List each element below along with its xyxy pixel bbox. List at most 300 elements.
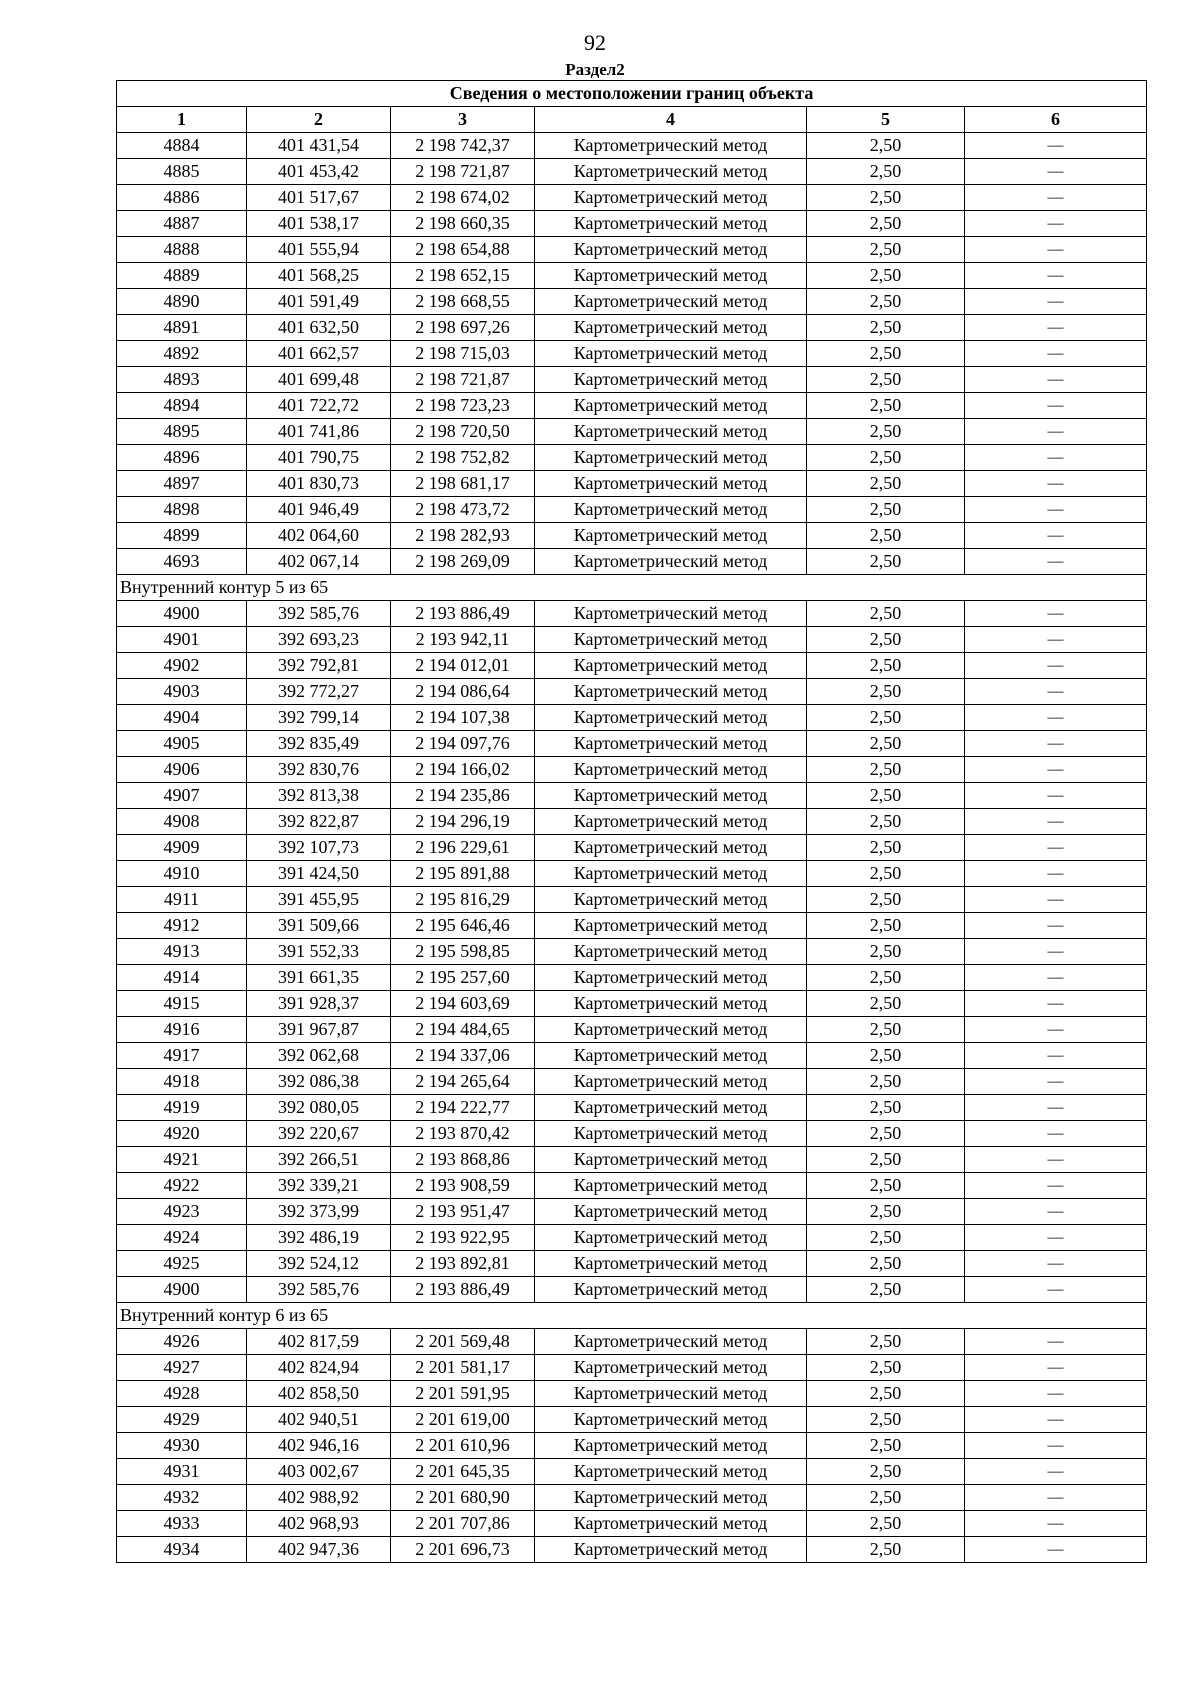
accuracy-cell: 2,50	[807, 289, 965, 315]
accuracy-cell: 2,50	[807, 1147, 965, 1173]
point-number-cell: 4889	[117, 263, 247, 289]
method-cell: Картометрический метод	[535, 549, 807, 575]
accuracy-cell: 2,50	[807, 1329, 965, 1355]
x-coordinate-cell: 402 067,14	[247, 549, 391, 575]
point-number-cell: 4890	[117, 289, 247, 315]
point-number-cell: 4921	[117, 1147, 247, 1173]
description-cell: —	[965, 367, 1147, 393]
table-row	[117, 1459, 1147, 1485]
table-row	[117, 185, 1147, 211]
accuracy-cell: 2,50	[807, 497, 965, 523]
column-header: 5	[807, 107, 965, 133]
accuracy-cell: 2,50	[807, 757, 965, 783]
table-row	[117, 1329, 1147, 1355]
x-coordinate-cell: 401 699,48	[247, 367, 391, 393]
column-header: 1	[117, 107, 247, 133]
y-coordinate-cell: 2 194 296,19	[391, 809, 535, 835]
point-number-cell: 4897	[117, 471, 247, 497]
x-coordinate-cell: 403 002,67	[247, 1459, 391, 1485]
method-cell: Картометрический метод	[535, 887, 807, 913]
y-coordinate-cell: 2 198 721,87	[391, 159, 535, 185]
accuracy-cell: 2,50	[807, 263, 965, 289]
accuracy-cell: 2,50	[807, 1121, 965, 1147]
accuracy-cell: 2,50	[807, 133, 965, 159]
x-coordinate-cell: 391 661,35	[247, 965, 391, 991]
accuracy-cell: 2,50	[807, 861, 965, 887]
point-number-cell: 4886	[117, 185, 247, 211]
method-cell: Картометрический метод	[535, 1069, 807, 1095]
accuracy-cell: 2,50	[807, 1017, 965, 1043]
x-coordinate-cell: 401 741,86	[247, 419, 391, 445]
x-coordinate-cell: 392 830,76	[247, 757, 391, 783]
y-coordinate-cell: 2 194 012,01	[391, 653, 535, 679]
accuracy-cell: 2,50	[807, 1095, 965, 1121]
table-row	[117, 445, 1147, 471]
point-number-cell: 4907	[117, 783, 247, 809]
table-row	[117, 939, 1147, 965]
description-cell: —	[965, 835, 1147, 861]
description-cell: —	[965, 1069, 1147, 1095]
x-coordinate-cell: 392 373,99	[247, 1199, 391, 1225]
x-coordinate-cell: 392 585,76	[247, 601, 391, 627]
accuracy-cell: 2,50	[807, 783, 965, 809]
table-row	[117, 1121, 1147, 1147]
y-coordinate-cell: 2 201 645,35	[391, 1459, 535, 1485]
point-number-cell: 4898	[117, 497, 247, 523]
table-header-row	[117, 107, 1147, 133]
description-cell: —	[965, 393, 1147, 419]
method-cell: Картометрический метод	[535, 419, 807, 445]
accuracy-cell: 2,50	[807, 1537, 965, 1563]
description-cell: —	[965, 1251, 1147, 1277]
method-cell: Картометрический метод	[535, 1407, 807, 1433]
description-cell: —	[965, 341, 1147, 367]
description-cell: —	[965, 757, 1147, 783]
method-cell: Картометрический метод	[535, 185, 807, 211]
method-cell: Картометрический метод	[535, 939, 807, 965]
column-header: 4	[535, 107, 807, 133]
y-coordinate-cell: 2 193 870,42	[391, 1121, 535, 1147]
description-cell: —	[965, 237, 1147, 263]
x-coordinate-cell: 392 772,27	[247, 679, 391, 705]
description-cell: —	[965, 1407, 1147, 1433]
method-cell: Картометрический метод	[535, 1095, 807, 1121]
y-coordinate-cell: 2 201 707,86	[391, 1511, 535, 1537]
point-number-cell: 4884	[117, 133, 247, 159]
table-row	[117, 159, 1147, 185]
table-row	[117, 523, 1147, 549]
contour-label: Внутренний контур 6 из 65	[117, 1303, 1147, 1329]
point-number-cell: 4900	[117, 601, 247, 627]
column-header: 2	[247, 107, 391, 133]
accuracy-cell: 2,50	[807, 705, 965, 731]
x-coordinate-cell: 402 947,36	[247, 1537, 391, 1563]
accuracy-cell: 2,50	[807, 367, 965, 393]
table-row	[117, 315, 1147, 341]
x-coordinate-cell: 402 940,51	[247, 1407, 391, 1433]
accuracy-cell: 2,50	[807, 1355, 965, 1381]
x-coordinate-cell: 401 662,57	[247, 341, 391, 367]
accuracy-cell: 2,50	[807, 419, 965, 445]
x-coordinate-cell: 392 799,14	[247, 705, 391, 731]
y-coordinate-cell: 2 198 723,23	[391, 393, 535, 419]
x-coordinate-cell: 392 062,68	[247, 1043, 391, 1069]
x-coordinate-cell: 392 080,05	[247, 1095, 391, 1121]
accuracy-cell: 2,50	[807, 913, 965, 939]
y-coordinate-cell: 2 194 166,02	[391, 757, 535, 783]
accuracy-cell: 2,50	[807, 549, 965, 575]
accuracy-cell: 2,50	[807, 835, 965, 861]
x-coordinate-cell: 392 822,87	[247, 809, 391, 835]
table-row	[117, 809, 1147, 835]
x-coordinate-cell: 392 792,81	[247, 653, 391, 679]
y-coordinate-cell: 2 196 229,61	[391, 835, 535, 861]
method-cell: Картометрический метод	[535, 237, 807, 263]
method-cell: Картометрический метод	[535, 1199, 807, 1225]
accuracy-cell: 2,50	[807, 939, 965, 965]
method-cell: Картометрический метод	[535, 913, 807, 939]
point-number-cell: 4923	[117, 1199, 247, 1225]
table-row	[117, 497, 1147, 523]
method-cell: Картометрический метод	[535, 1043, 807, 1069]
y-coordinate-cell: 2 195 646,46	[391, 913, 535, 939]
table-row	[117, 731, 1147, 757]
description-cell: —	[965, 679, 1147, 705]
x-coordinate-cell: 401 453,42	[247, 159, 391, 185]
x-coordinate-cell: 391 509,66	[247, 913, 391, 939]
table-row	[117, 1277, 1147, 1303]
x-coordinate-cell: 392 107,73	[247, 835, 391, 861]
x-coordinate-cell: 402 968,93	[247, 1511, 391, 1537]
description-cell: —	[965, 1355, 1147, 1381]
method-cell: Картометрический метод	[535, 1355, 807, 1381]
description-cell: —	[965, 1095, 1147, 1121]
description-cell: —	[965, 1511, 1147, 1537]
table-row	[117, 133, 1147, 159]
description-cell: —	[965, 1459, 1147, 1485]
y-coordinate-cell: 2 193 886,49	[391, 1277, 535, 1303]
table-row	[117, 1017, 1147, 1043]
table-row	[117, 1381, 1147, 1407]
point-number-cell: 4902	[117, 653, 247, 679]
x-coordinate-cell: 402 988,92	[247, 1485, 391, 1511]
description-cell: —	[965, 185, 1147, 211]
table-caption-row	[117, 81, 1147, 107]
point-number-cell: 4896	[117, 445, 247, 471]
table-row	[117, 1043, 1147, 1069]
description-cell: —	[965, 445, 1147, 471]
accuracy-cell: 2,50	[807, 1069, 965, 1095]
method-cell: Картометрический метод	[535, 159, 807, 185]
table-row	[117, 861, 1147, 887]
point-number-cell: 4933	[117, 1511, 247, 1537]
table-row	[117, 1433, 1147, 1459]
description-cell: —	[965, 211, 1147, 237]
y-coordinate-cell: 2 201 680,90	[391, 1485, 535, 1511]
y-coordinate-cell: 2 201 591,95	[391, 1381, 535, 1407]
description-cell: —	[965, 133, 1147, 159]
table-row	[117, 601, 1147, 627]
y-coordinate-cell: 2 198 721,87	[391, 367, 535, 393]
x-coordinate-cell: 402 824,94	[247, 1355, 391, 1381]
point-number-cell: 4925	[117, 1251, 247, 1277]
method-cell: Картометрический метод	[535, 211, 807, 237]
y-coordinate-cell: 2 195 816,29	[391, 887, 535, 913]
accuracy-cell: 2,50	[807, 445, 965, 471]
accuracy-cell: 2,50	[807, 679, 965, 705]
description-cell: —	[965, 965, 1147, 991]
y-coordinate-cell: 2 193 886,49	[391, 601, 535, 627]
point-number-cell: 4885	[117, 159, 247, 185]
method-cell: Картометрический метод	[535, 1511, 807, 1537]
accuracy-cell: 2,50	[807, 1381, 965, 1407]
accuracy-cell: 2,50	[807, 965, 965, 991]
method-cell: Картометрический метод	[535, 1251, 807, 1277]
table-row	[117, 1537, 1147, 1563]
description-cell: —	[965, 471, 1147, 497]
accuracy-cell: 2,50	[807, 185, 965, 211]
accuracy-cell: 2,50	[807, 1485, 965, 1511]
y-coordinate-cell: 2 198 654,88	[391, 237, 535, 263]
y-coordinate-cell: 2 194 337,06	[391, 1043, 535, 1069]
table-row	[117, 1069, 1147, 1095]
description-cell: —	[965, 1043, 1147, 1069]
table-row	[117, 887, 1147, 913]
point-number-cell: 4899	[117, 523, 247, 549]
method-cell: Картометрический метод	[535, 861, 807, 887]
description-cell: —	[965, 913, 1147, 939]
table-row	[117, 1355, 1147, 1381]
point-number-cell: 4928	[117, 1381, 247, 1407]
boundary-table	[116, 80, 1147, 1563]
method-cell: Картометрический метод	[535, 497, 807, 523]
method-cell: Картометрический метод	[535, 1121, 807, 1147]
table-row	[117, 471, 1147, 497]
point-number-cell: 4909	[117, 835, 247, 861]
table-row	[117, 913, 1147, 939]
table-row	[117, 1199, 1147, 1225]
point-number-cell: 4929	[117, 1407, 247, 1433]
y-coordinate-cell: 2 198 715,03	[391, 341, 535, 367]
x-coordinate-cell: 392 524,12	[247, 1251, 391, 1277]
point-number-cell: 4908	[117, 809, 247, 835]
accuracy-cell: 2,50	[807, 887, 965, 913]
y-coordinate-cell: 2 198 473,72	[391, 497, 535, 523]
point-number-cell: 4903	[117, 679, 247, 705]
description-cell: —	[965, 497, 1147, 523]
y-coordinate-cell: 2 198 752,82	[391, 445, 535, 471]
description-cell: —	[965, 1329, 1147, 1355]
y-coordinate-cell: 2 193 908,59	[391, 1173, 535, 1199]
point-number-cell: 4924	[117, 1225, 247, 1251]
point-number-cell: 4911	[117, 887, 247, 913]
table-row	[117, 1485, 1147, 1511]
table-row	[117, 1511, 1147, 1537]
x-coordinate-cell: 401 431,54	[247, 133, 391, 159]
method-cell: Картометрический метод	[535, 1277, 807, 1303]
y-coordinate-cell: 2 201 581,17	[391, 1355, 535, 1381]
y-coordinate-cell: 2 201 619,00	[391, 1407, 535, 1433]
x-coordinate-cell: 391 552,33	[247, 939, 391, 965]
description-cell: —	[965, 653, 1147, 679]
method-cell: Картометрический метод	[535, 523, 807, 549]
description-cell: —	[965, 705, 1147, 731]
x-coordinate-cell: 401 538,17	[247, 211, 391, 237]
method-cell: Картометрический метод	[535, 1433, 807, 1459]
description-cell: —	[965, 627, 1147, 653]
point-number-cell: 4888	[117, 237, 247, 263]
description-cell: —	[965, 601, 1147, 627]
description-cell: —	[965, 1121, 1147, 1147]
table-row	[117, 991, 1147, 1017]
y-coordinate-cell: 2 193 942,11	[391, 627, 535, 653]
table-row	[117, 1147, 1147, 1173]
point-number-cell: 4932	[117, 1485, 247, 1511]
description-cell: —	[965, 861, 1147, 887]
accuracy-cell: 2,50	[807, 1459, 965, 1485]
method-cell: Картометрический метод	[535, 263, 807, 289]
x-coordinate-cell: 402 064,60	[247, 523, 391, 549]
accuracy-cell: 2,50	[807, 237, 965, 263]
y-coordinate-cell: 2 194 097,76	[391, 731, 535, 757]
description-cell: —	[965, 731, 1147, 757]
point-number-cell: 4893	[117, 367, 247, 393]
method-cell: Картометрический метод	[535, 627, 807, 653]
point-number-cell: 4931	[117, 1459, 247, 1485]
description-cell: —	[965, 783, 1147, 809]
x-coordinate-cell: 392 585,76	[247, 1277, 391, 1303]
table-caption: Сведения о местоположении границ объекта	[117, 81, 1147, 107]
y-coordinate-cell: 2 198 697,26	[391, 315, 535, 341]
method-cell: Картометрический метод	[535, 1381, 807, 1407]
y-coordinate-cell: 2 193 892,81	[391, 1251, 535, 1277]
x-coordinate-cell: 402 858,50	[247, 1381, 391, 1407]
x-coordinate-cell: 401 591,49	[247, 289, 391, 315]
method-cell: Картометрический метод	[535, 965, 807, 991]
description-cell: —	[965, 1433, 1147, 1459]
point-number-cell: 4913	[117, 939, 247, 965]
table-row	[117, 1225, 1147, 1251]
table-row	[117, 653, 1147, 679]
table-row	[117, 757, 1147, 783]
accuracy-cell: 2,50	[807, 991, 965, 1017]
accuracy-cell: 2,50	[807, 159, 965, 185]
accuracy-cell: 2,50	[807, 315, 965, 341]
accuracy-cell: 2,50	[807, 1277, 965, 1303]
contour-row	[117, 575, 1147, 601]
y-coordinate-cell: 2 198 674,02	[391, 185, 535, 211]
accuracy-cell: 2,50	[807, 653, 965, 679]
method-cell: Картометрический метод	[535, 133, 807, 159]
point-number-cell: 4904	[117, 705, 247, 731]
description-cell: —	[965, 419, 1147, 445]
method-cell: Картометрический метод	[535, 783, 807, 809]
accuracy-cell: 2,50	[807, 731, 965, 757]
table-row	[117, 1095, 1147, 1121]
point-number-cell: 4905	[117, 731, 247, 757]
x-coordinate-cell: 401 555,94	[247, 237, 391, 263]
y-coordinate-cell: 2 194 222,77	[391, 1095, 535, 1121]
x-coordinate-cell: 401 722,72	[247, 393, 391, 419]
method-cell: Картометрический метод	[535, 1459, 807, 1485]
method-cell: Картометрический метод	[535, 601, 807, 627]
method-cell: Картометрический метод	[535, 809, 807, 835]
description-cell: —	[965, 523, 1147, 549]
accuracy-cell: 2,50	[807, 1225, 965, 1251]
table-row	[117, 549, 1147, 575]
x-coordinate-cell: 391 455,95	[247, 887, 391, 913]
contour-label: Внутренний контур 5 из 65	[117, 575, 1147, 601]
method-cell: Картометрический метод	[535, 705, 807, 731]
y-coordinate-cell: 2 198 660,35	[391, 211, 535, 237]
point-number-cell: 4892	[117, 341, 247, 367]
point-number-cell: 4927	[117, 1355, 247, 1381]
method-cell: Картометрический метод	[535, 835, 807, 861]
accuracy-cell: 2,50	[807, 341, 965, 367]
table-row	[117, 627, 1147, 653]
y-coordinate-cell: 2 201 610,96	[391, 1433, 535, 1459]
y-coordinate-cell: 2 198 681,17	[391, 471, 535, 497]
description-cell: —	[965, 549, 1147, 575]
point-number-cell: 4693	[117, 549, 247, 575]
point-number-cell: 4895	[117, 419, 247, 445]
y-coordinate-cell: 2 194 235,86	[391, 783, 535, 809]
accuracy-cell: 2,50	[807, 601, 965, 627]
column-header: 3	[391, 107, 535, 133]
table-body	[117, 133, 1147, 1563]
description-cell: —	[965, 1485, 1147, 1511]
y-coordinate-cell: 2 198 269,09	[391, 549, 535, 575]
y-coordinate-cell: 2 193 922,95	[391, 1225, 535, 1251]
table-row	[117, 341, 1147, 367]
accuracy-cell: 2,50	[807, 1407, 965, 1433]
y-coordinate-cell: 2 195 891,88	[391, 861, 535, 887]
y-coordinate-cell: 2 198 720,50	[391, 419, 535, 445]
accuracy-cell: 2,50	[807, 809, 965, 835]
table-row	[117, 419, 1147, 445]
y-coordinate-cell: 2 194 603,69	[391, 991, 535, 1017]
method-cell: Картометрический метод	[535, 991, 807, 1017]
table-row	[117, 1407, 1147, 1433]
table-row	[117, 289, 1147, 315]
table-row	[117, 835, 1147, 861]
description-cell: —	[965, 1173, 1147, 1199]
table-row	[117, 1251, 1147, 1277]
y-coordinate-cell: 2 198 282,93	[391, 523, 535, 549]
accuracy-cell: 2,50	[807, 1173, 965, 1199]
point-number-cell: 4910	[117, 861, 247, 887]
point-number-cell: 4906	[117, 757, 247, 783]
point-number-cell: 4914	[117, 965, 247, 991]
x-coordinate-cell: 392 486,19	[247, 1225, 391, 1251]
point-number-cell: 4918	[117, 1069, 247, 1095]
method-cell: Картометрический метод	[535, 1329, 807, 1355]
table-row	[117, 965, 1147, 991]
y-coordinate-cell: 2 198 668,55	[391, 289, 535, 315]
y-coordinate-cell: 2 194 086,64	[391, 679, 535, 705]
description-cell: —	[965, 1537, 1147, 1563]
x-coordinate-cell: 392 086,38	[247, 1069, 391, 1095]
y-coordinate-cell: 2 195 598,85	[391, 939, 535, 965]
method-cell: Картометрический метод	[535, 679, 807, 705]
description-cell: —	[965, 159, 1147, 185]
point-number-cell: 4930	[117, 1433, 247, 1459]
accuracy-cell: 2,50	[807, 211, 965, 237]
accuracy-cell: 2,50	[807, 393, 965, 419]
x-coordinate-cell: 401 830,73	[247, 471, 391, 497]
page-number: 92	[584, 30, 606, 55]
description-cell: —	[965, 1381, 1147, 1407]
